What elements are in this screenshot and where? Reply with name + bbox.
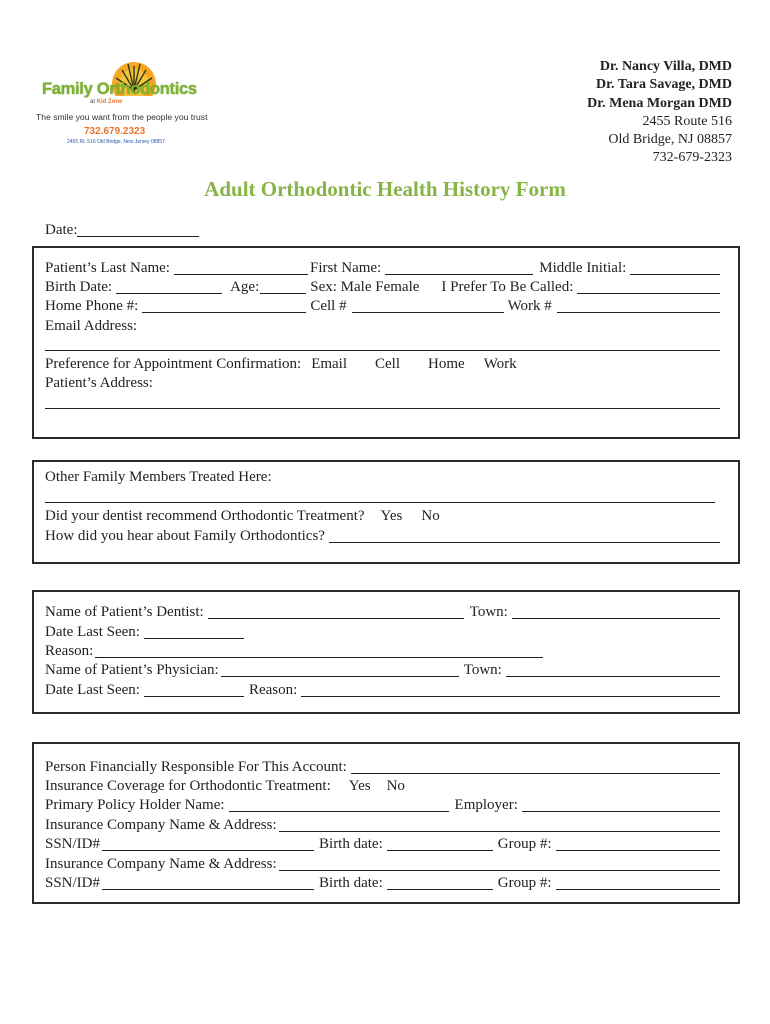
insurance-company-field-2[interactable]: [279, 869, 720, 871]
email-row: Email Address:: [45, 318, 138, 334]
form-title: Adult Orthodontic Health History Form: [204, 177, 566, 201]
sex-options[interactable]: Sex: Male Female: [310, 279, 420, 295]
phone-row: Home Phone #: Cell # Work #: [45, 297, 720, 316]
name-row: Patient’s Last Name: First Name: Middle Initial:: [45, 259, 720, 278]
address-field[interactable]: [45, 407, 720, 409]
family-members-line-row: [45, 487, 715, 506]
practice-phone: 732-679-2323: [652, 150, 732, 166]
address-line-1: 2455 Route 516: [642, 113, 732, 129]
responsible-party-field[interactable]: [351, 772, 720, 774]
home-phone-field[interactable]: [142, 311, 306, 313]
logo-address: 2455 Rt. 516 Old Bridge, New Jersey 08857: [67, 139, 165, 145]
middle-initial-field[interactable]: [630, 273, 720, 275]
insurance-company-field-1[interactable]: [279, 830, 720, 832]
email-line-row: [45, 335, 720, 354]
brand-sub: at Kid Zone: [90, 99, 123, 105]
family-members-row: Other Family Members Treated Here:: [45, 469, 272, 485]
birth-date-field[interactable]: [116, 292, 222, 294]
physician-last-seen-row: Date Last Seen: Reason:: [45, 681, 720, 700]
doctor-name: Dr. Nancy Villa, DMD: [599, 59, 732, 74]
dentist-last-seen-field[interactable]: [144, 637, 244, 639]
recommend-no-option[interactable]: No: [421, 508, 440, 524]
birth-date-field-2[interactable]: [387, 888, 493, 890]
dentist-name-field[interactable]: [208, 617, 464, 619]
confirm-option-work[interactable]: Work: [483, 356, 517, 372]
confirm-option-home[interactable]: Home: [428, 356, 465, 372]
physician-last-seen-field[interactable]: [144, 695, 244, 697]
responsible-row: Person Financially Responsible For This Account:: [45, 758, 720, 777]
dentist-row: Name of Patient’s Dentist: Town:: [45, 603, 720, 622]
brand-name: Family Orthodontics: [42, 80, 197, 98]
doctor-name: Dr. Mena Morgan DMD: [587, 95, 732, 111]
birth-row: Birth Date: Age: Sex: Male Female I Prefer To Be Called:: [45, 278, 720, 297]
policy-holder-field[interactable]: [229, 810, 449, 812]
confirm-pref-row: Preference for Appointment Confirmation: Email Cell Home Work: [45, 356, 517, 372]
ssn-row-1: SSN/ID# Birth date: Group #:: [45, 835, 720, 854]
address-row: Patient’s Address:: [45, 375, 153, 391]
cell-phone-field[interactable]: [352, 311, 504, 313]
date-field[interactable]: [77, 235, 199, 237]
work-phone-field[interactable]: [557, 311, 720, 313]
insurance-company-row-1: Insurance Company Name & Address:: [45, 816, 720, 835]
dentist-reason-row: Reason:: [45, 642, 720, 661]
ssn-field-2[interactable]: [102, 888, 314, 890]
physician-name-field[interactable]: [221, 675, 459, 677]
coverage-row: Insurance Coverage for Orthodontic Treatment: Yes No: [45, 778, 405, 794]
coverage-no-option[interactable]: No: [386, 778, 405, 794]
group-field-1[interactable]: [556, 849, 720, 851]
ssn-row-2: SSN/ID# Birth date: Group #:: [45, 874, 720, 893]
age-field[interactable]: [260, 292, 306, 294]
dentist-reason-field[interactable]: [95, 656, 543, 658]
employer-field[interactable]: [522, 810, 720, 812]
email-field[interactable]: [45, 349, 720, 351]
physician-row: Name of Patient’s Physician: Town:: [45, 661, 720, 680]
confirm-option-email[interactable]: Email: [311, 356, 348, 372]
tagline: The smile you want from the people you trust: [36, 112, 208, 122]
dentist-recommend-row: Did your dentist recommend Orthodontic Treatment? Yes No: [45, 508, 440, 524]
coverage-yes-option[interactable]: Yes: [348, 778, 371, 794]
address-line-row: [45, 393, 720, 412]
physician-town-field[interactable]: [506, 675, 720, 677]
logo-phone: 732.679.2323: [84, 126, 146, 137]
practice-info: [587, 58, 732, 168]
family-members-field[interactable]: [45, 501, 715, 503]
dentist-town-field[interactable]: [512, 617, 720, 619]
dentist-last-seen-row: Date Last Seen:: [45, 623, 720, 642]
physician-reason-field[interactable]: [301, 695, 720, 697]
first-name-field[interactable]: [385, 273, 533, 275]
last-name-field[interactable]: [174, 273, 308, 275]
recommend-yes-option[interactable]: Yes: [380, 508, 403, 524]
practice-logo: [34, 56, 209, 151]
birth-date-field-1[interactable]: [387, 849, 493, 851]
confirm-option-cell[interactable]: Cell: [375, 356, 401, 372]
address-line-2: Old Bridge, NJ 08857: [608, 132, 732, 148]
policy-holder-row: Primary Policy Holder Name: Employer:: [45, 796, 720, 815]
group-field-2[interactable]: [556, 888, 720, 890]
preferred-name-field[interactable]: [577, 292, 720, 294]
date-row: Date:: [45, 221, 215, 240]
hear-about-row: How did you hear about Family Orthodontics?: [45, 527, 720, 546]
hear-about-field[interactable]: [329, 541, 720, 543]
insurance-company-row-2: Insurance Company Name & Address:: [45, 855, 720, 874]
ssn-field-1[interactable]: [102, 849, 314, 851]
doctor-name: Dr. Tara Savage, DMD: [596, 77, 732, 93]
